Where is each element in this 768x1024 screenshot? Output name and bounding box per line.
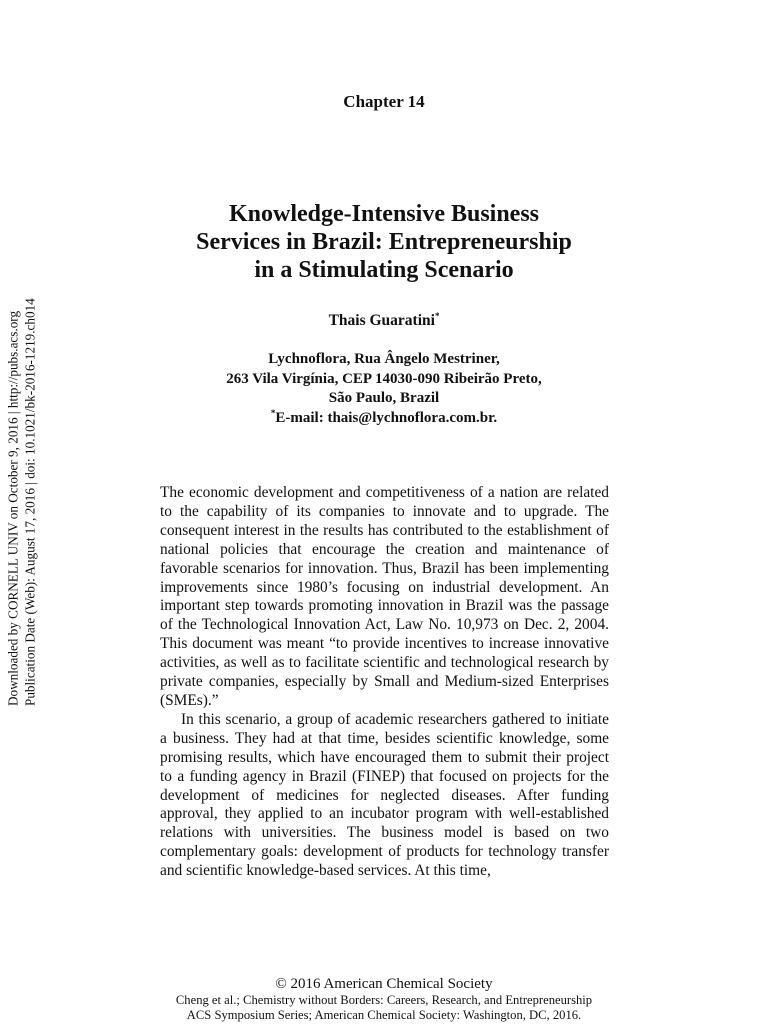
- author-name: Thais Guaratini: [328, 312, 435, 329]
- page-footer: [0, 976, 768, 1023]
- affiliation-line: 263 Vila Virgínia, CEP 14030-090 Ribeirão Preto,: [226, 370, 542, 387]
- email-line: [0, 409, 768, 429]
- body-text: [160, 484, 609, 881]
- copyright-notice: © 2016 American Chemical Society: [275, 976, 493, 992]
- affiliation-line: Lychnoflora, Rua Ângelo Mestriner,: [268, 351, 500, 367]
- title-line: in a Stimulating Scenario: [254, 257, 514, 283]
- chapter-label: Chapter 14: [343, 92, 425, 111]
- title-line: Knowledge-Intensive Business: [228, 201, 540, 227]
- paragraph: The economic development and competitiveness of a nation are related to the capability of its companies to innovate and to upgrade. The consequent interest in the results has contributed to the establishment of national policies that encourage the creation and maintenance of favorable scenarios for innovation. Thus, Brazil has been implementing improvements since 1980’s focusing on industrial development. An important step towards promoting innovation in Brazil was the passage of the Technological Innovation Act, Law No. 10,973 on Dec. 2, 2004. This document was meant “to provide incentives to increase innovative activities, as well as to facilitate scientific and technological research by private companies, especially by Small and Medium-sized Enterprises (SMEs).”: [160, 484, 609, 709]
- email-mark: *: [270, 407, 276, 418]
- email-text: E-mail: thais@lychnoflora.com.br.: [275, 409, 498, 426]
- corresponding-author-mark: *: [434, 310, 440, 321]
- author: [0, 312, 768, 330]
- citation-line: ACS Symposium Series; American Chemical Society: Washington, DC, 2016.: [186, 1008, 582, 1022]
- citation-line: Cheng et al.; Chemistry without Borders: Careers, Research, and Entrepreneurship: [175, 993, 593, 1007]
- chapter-title: [140, 200, 628, 284]
- affiliation: [0, 350, 768, 428]
- affiliation-line: São Paulo, Brazil: [328, 390, 440, 406]
- publication-notice: Publication Date (Web): August 17, 2016 | doi: 10.1021/bk-2016-1219.ch014: [22, 298, 37, 706]
- download-notice: Downloaded by CORNELL UNIV on October 9, 2016 | http://pubs.acs.org: [5, 310, 21, 706]
- title-line: Services in Brazil: Entrepreneurship: [196, 229, 572, 255]
- paragraph: In this scenario, a group of academic researchers gathered to initiate a business. They had at that time, besides scientific knowledge, some promising results, which have encouraged them to submit their project to a funding agency in Brazil (FINEP) that focused on projects for the development of medicines for neglected diseases. After funding approval, they applied to an incubator program with well-established relations with universities. The business model is based on two complementary goals: development of products for technology transfer and scientific knowledge-based services. At this time,: [160, 710, 609, 880]
